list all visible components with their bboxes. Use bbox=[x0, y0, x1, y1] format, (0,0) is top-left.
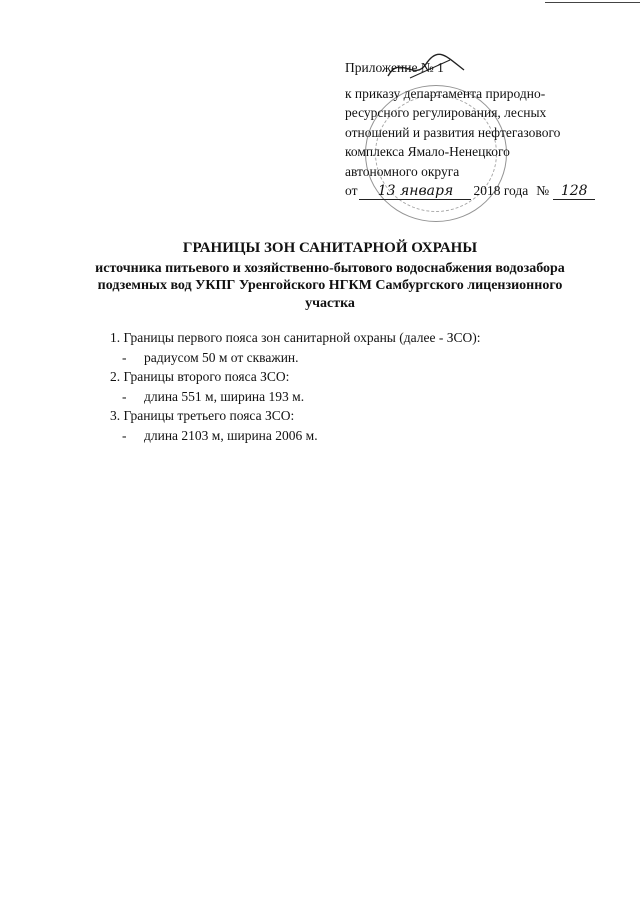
zone-list bbox=[110, 328, 580, 445]
list-subitem: - длина 551 м, ширина 193 м. bbox=[122, 388, 305, 404]
title-subtitle: источника питьевого и хозяйственно-бытового водоснабжения водозабора подземных вод УКПГ Уренгойского НГКМ Самбургского лицензионного участка bbox=[95, 260, 565, 311]
appendix-block bbox=[345, 58, 605, 201]
appendix-line: комплекса Ямало-Ненецкого bbox=[345, 144, 510, 159]
date-prefix: от bbox=[345, 183, 358, 198]
date-suffix: 2018 года bbox=[473, 183, 529, 198]
list-subitem: - радиусом 50 м от скважин. bbox=[122, 349, 299, 365]
appendix-line: ресурсного регулирования, лесных bbox=[345, 105, 547, 120]
document-title bbox=[80, 240, 580, 312]
order-date-line bbox=[345, 181, 605, 201]
appendix-line: автономного округа bbox=[345, 163, 460, 179]
title-main: ГРАНИЦЫ ЗОН САНИТАРНОЙ ОХРАНЫ bbox=[182, 240, 478, 256]
appendix-line: к приказу департамента природно- bbox=[345, 85, 546, 101]
list-subitem: - длина 2103 м, ширина 2006 м. bbox=[122, 427, 318, 443]
list-item: 3. Границы третьего пояса ЗСО: bbox=[110, 408, 295, 423]
top-corner-rule bbox=[545, 2, 640, 3]
list-item: 2. Границы второго пояса ЗСО: bbox=[110, 369, 290, 384]
appendix-line: отношений и развития нефтегазового bbox=[345, 124, 561, 140]
handwritten-number: 128 bbox=[553, 183, 595, 200]
handwritten-date: 13 января bbox=[359, 183, 471, 200]
appendix-title: Приложение № 1 bbox=[345, 60, 444, 75]
list-item: 1. Границы первого пояса зон санитарной охраны (далее - ЗСО): bbox=[110, 330, 481, 345]
number-sign: № bbox=[536, 183, 550, 198]
